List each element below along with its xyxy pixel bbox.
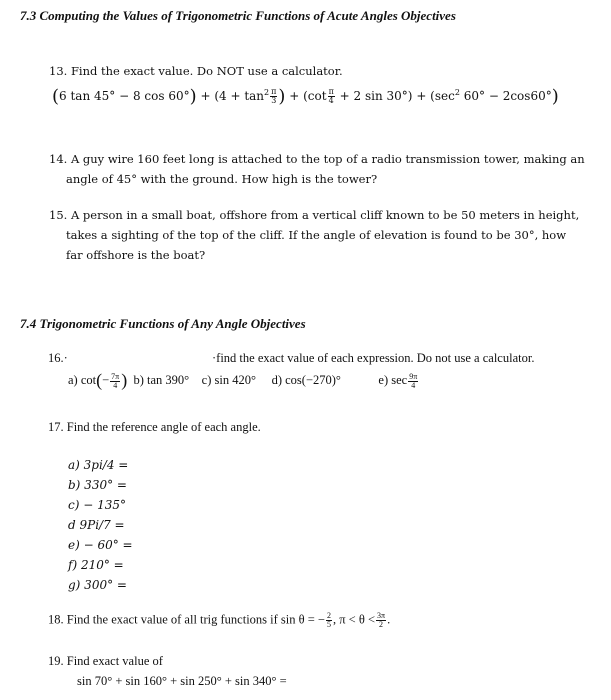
q16-parts (68, 370, 419, 391)
q17-item-c: c) − 135° (68, 498, 126, 512)
q16-a: a) cot(− $\frac{7\pi}{4}$ ) (68, 370, 128, 390)
q16-e: e) sec $\frac{9\pi}{4}$ (378, 371, 418, 390)
q16-number: 16.· (48, 351, 68, 365)
section-7-3-heading: 7.3 Computing the Values of Trigonometric Functions of Acute Angles Objectives (20, 8, 456, 23)
section-7-4-heading: 7.4 Trigonometric Functions of Any Angle Objectives (20, 316, 306, 331)
q13-prompt: 13. Find the exact value. Do NOT use a calculator. (49, 64, 343, 78)
q15-line3: far offshore is the boat? (66, 248, 206, 262)
q15-line1: 15. A person in a small boat, offshore from a vertical cliff known to be 50 meters in height, (49, 208, 580, 222)
q16-b: b) tan 390° (133, 373, 190, 387)
q17-item-f: f) 210° = (68, 558, 124, 572)
q19-prompt: 19. Find exact value of (48, 654, 163, 668)
q19-expression: sin 70° + sin 160° + sin 250° + sin 340° = (77, 674, 287, 688)
q16-prompt: ·find the exact value of each expression. Do not use a calculator. (212, 351, 535, 365)
q17-item-a: a) 3pi/4 = (68, 458, 129, 472)
q17-item-b: b) 330° = (68, 478, 127, 492)
q13-expression: (6 tan 45° − 8 $\cos 60^\circ) + (4 + \tan^2$ $\frac{\pi}{3}$ ) + (cot $\frac{\pi}{4}$ + 2 $\sin 30^\circ) + (\sec^2$ 60° − 2cos60°) (52, 86, 559, 107)
q16-d: d) cos(−270)° (271, 373, 341, 387)
q13-group4: + ($\sec^2$ 60° − 2cos60°) (416, 86, 559, 107)
q17-item-g: g) 300° = (68, 578, 127, 592)
q13-group1: 6 tan 45° − 8 cos 60° (59, 89, 190, 103)
q16-c: c) sin 420° (201, 373, 256, 387)
q18-text: 18. Find the exact value of all trig functions if sin θ = − $\frac{2}{5}$ , π < θ < $\frac{3\pi}{2}$ . (48, 611, 391, 629)
q13-group3: + (cot $\frac{\pi}{4}$ + 2 sin 30°) (289, 87, 413, 105)
q14-line1: 14. A guy wire 160 feet long is attached to the top of a radio transmission tower, making an (49, 152, 585, 166)
q17-item-d: d 9Pi/7 = (68, 518, 125, 532)
q17-item-e: e) − 60° = (68, 538, 133, 552)
q15-line2: takes a sighting of the top of the cliff. If the angle of elevation is found to be 30°, how (66, 228, 567, 242)
q17-prompt: 17. Find the reference angle of each angle. (48, 420, 261, 434)
q14-line2: angle of 45° with the ground. How high is the tower? (66, 172, 378, 186)
q13-group2: + ($4 + \tan^2$ $\frac{\pi}{3}$ ) (200, 86, 286, 107)
